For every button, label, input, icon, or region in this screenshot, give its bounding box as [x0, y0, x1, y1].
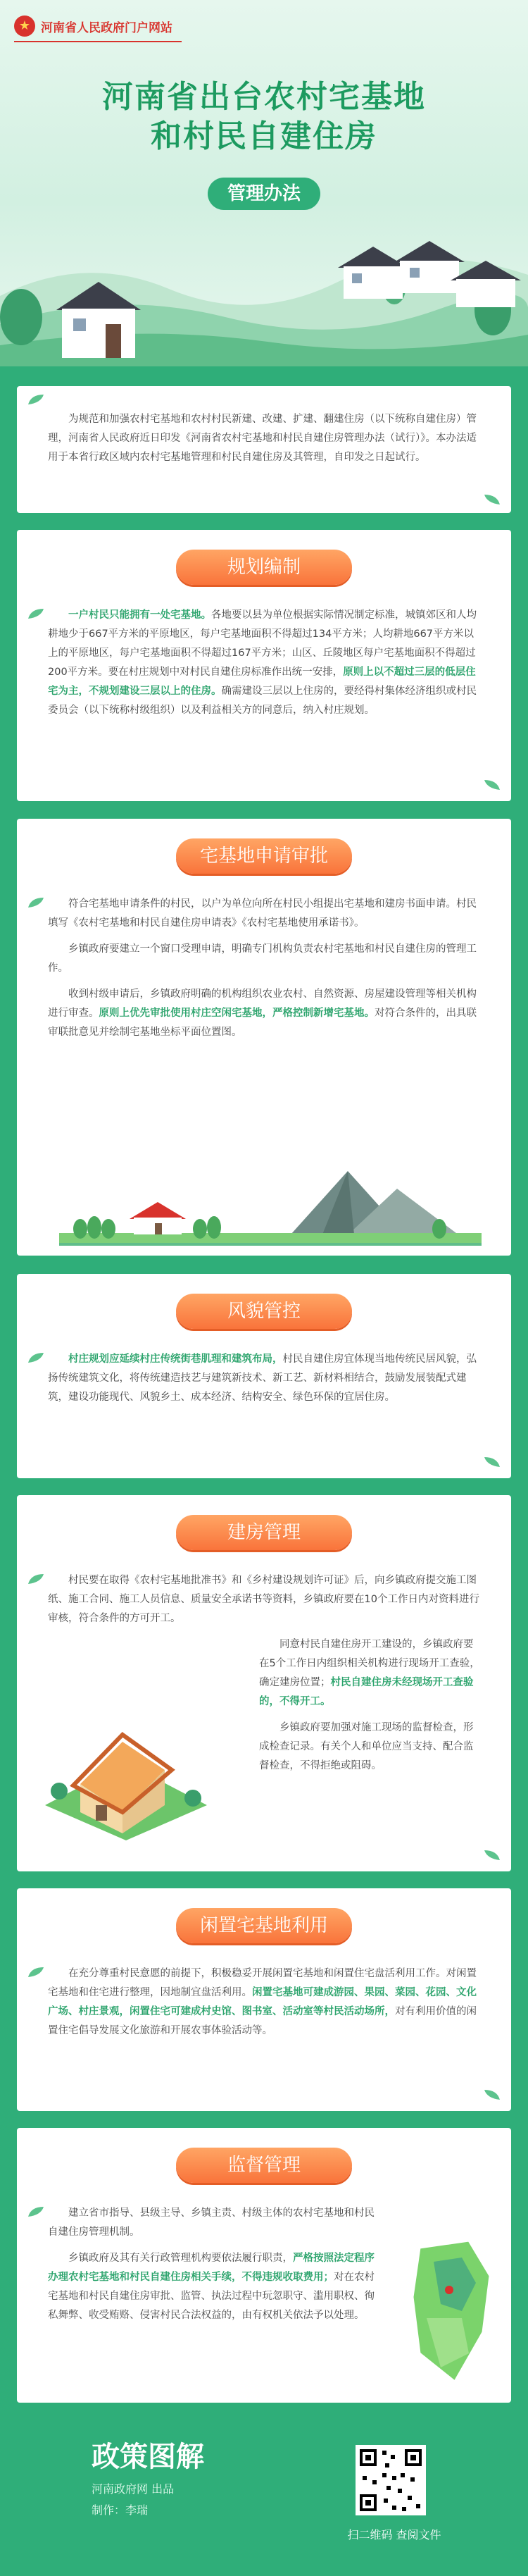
planning-body-1: 各地要以县为单位根据实际情况制定标准，城镇郊区和人均耕地少于667平方米的平原地区，每户宅基地面积不得超过134平方米；人均耕地667平方米以上的平原地区，每户宅基地面积不得超过167平方米；山区、丘陵地区每户宅基地面积不得超过200平方米。要在村庄规划中对村民自建住房标准作出统一安排，: [48, 609, 477, 678]
supervise-body-1: 乡镇政府及其有关行政管理机构要依法履行职责，: [68, 2253, 293, 2264]
qr-caption: 扫二维码 查阅文件: [347, 2528, 441, 2541]
build-card: [17, 1495, 511, 1871]
intro-text: 为规范和加强农村宅基地和农村村民新建、改建、扩建、翻建住房（以下统称自建住房）管理，河南省人民政府近日印发《河南省农村宅基地和村民自建住房管理办法（试行）》。本办法适用于本省行政区域内农村宅基地管理和村民自建住房及其管理，自印发之日起试行。: [48, 414, 477, 463]
apply-highlight: 原则上优先审批使用村庄空闲宅基地，严格控制新增宅基地。: [99, 1008, 375, 1019]
portal-underline: [14, 41, 182, 42]
idle-body-2: 对有利用价值的闲置住宅倡导发展文化旅游和开展农事体验活动等。: [48, 2006, 477, 2036]
qr-code-icon: [356, 2445, 426, 2515]
emblem-icon: ★: [14, 16, 35, 37]
planning-title: 规划编制: [176, 550, 352, 585]
title-line-1: 河南省出台农村宅基地: [102, 79, 426, 115]
apply-body-4: 对符合条件的，出具联审联批意见并绘制宅基地坐标平面位置图。: [48, 1008, 477, 1038]
leaf-icon: [483, 779, 501, 791]
style-body: 村民自建住房宜体现当地传统民居风貌，弘扬传统建筑文化，将传统建造技艺与建筑新技术、新工艺、新材料相结合，鼓励发展装配式建筑，建设功能现代、风貌乡土、成本经济、结构安全、绿色环保的宜居住房。: [48, 1354, 477, 1403]
page-subtitle: 管理办法: [208, 178, 320, 210]
planning-body-2: 确需建设三层以上住房的，要经得村集体经济组织或村民委员会（以下统称村级组织）以及利益相关方的同意后，纳入村庄规划。: [48, 686, 477, 716]
page-title: [0, 78, 528, 156]
portal-header[interactable]: [14, 16, 172, 37]
build-text-2: [259, 1635, 480, 1711]
build-highlight: 村民自建住房未经现场开工查验的，不得开工。: [259, 1677, 474, 1707]
idle-card: [17, 1888, 511, 2111]
landscape-illustration: [17, 1150, 511, 1256]
apply-card: [17, 819, 511, 1256]
hero-banner: [0, 0, 528, 366]
build-text-1: 村民要在取得《农村宅基地批准书》和《乡村建设规划许可证》后，向乡镇政府提交施工图纸、施工合同、施工人员信息、质量安全承诺书等资料，乡镇政府要在10个工作日内对资料进行审核，符合条件的方可开工。: [48, 1575, 479, 1624]
build-title: 建房管理: [176, 1515, 352, 1550]
house-construction-illustration: [38, 1707, 214, 1840]
map-illustration: [406, 2234, 497, 2389]
leaf-icon: [27, 1966, 45, 1979]
leaf-icon: [27, 896, 45, 909]
apply-title: 宅基地申请审批: [176, 838, 352, 874]
idle-highlight: 闲置宅基地可建成游园、果园、菜园、花园、文化广场、村庄景观，闲置住宅可建成村史馆、图书室、活动室等村民活动场所，: [48, 1987, 477, 2017]
apply-text-1: 符合宅基地申请条件的村民，以户为单位向所在村民小组提出宅基地和建房书面申请。村民填写《农村宅基地和村民自建住房申请表》《农村宅基地使用承诺书》。: [48, 898, 477, 929]
idle-body-1: 在充分尊重村民意愿的前提下，积极稳妥开展闲置宅基地和闲置住宅盘活利用工作。对闲置宅基地和住宅进行整理，因地制宜盘活利用。: [48, 1968, 477, 1998]
style-card: [17, 1274, 511, 1478]
idle-text: [48, 1964, 480, 2041]
supervise-highlight: 严格按照法定程序办理农村宅基地和村民自建住房相关手续，不得违规收取费用；: [48, 2253, 375, 2283]
leaf-icon: [27, 1351, 45, 1364]
leaf-icon: [483, 2088, 501, 2101]
planning-highlight-1: 一户村民只能拥有一处宅基地。: [68, 609, 211, 621]
location-pin-icon: [445, 2286, 453, 2294]
leaf-icon: [27, 2205, 45, 2218]
planning-text: [48, 606, 480, 720]
village-illustration: [0, 211, 528, 366]
style-title: 风貌管控: [176, 1294, 352, 1329]
portal-name[interactable]: 河南省人民政府门户网站: [41, 20, 172, 35]
qr-code[interactable]: [356, 2445, 426, 2515]
supervise-title: 监督管理: [176, 2148, 352, 2183]
footer-title: 政策图解: [92, 2441, 204, 2473]
leaf-icon: [27, 607, 45, 620]
style-highlight: 村庄规划应延续村庄传统街巷肌理和建筑布局，: [68, 1354, 283, 1365]
planning-card: [17, 530, 511, 801]
supervise-card: [17, 2128, 511, 2403]
leaf-icon: [483, 1456, 501, 1468]
leaf-icon: [27, 393, 45, 406]
leaf-icon: [27, 1573, 45, 1585]
supervise-body-2: 对在农村宅基地和村民自建住房审批、监管、执法过程中玩忽职守、滥用职权、徇私舞弊、收受贿赂、侵害村民合法权益的，由有权机关依法予以处理。: [48, 2272, 375, 2321]
apply-body-3: 收到村级申请后，乡镇政府明确的机构组织农业农村、自然资源、房屋建设管理等相关机构进行审查。: [48, 989, 477, 1019]
idle-title: 闲置宅基地利用: [176, 1908, 352, 1943]
footer-source: 河南政府网 出品: [92, 2482, 175, 2496]
leaf-icon: [483, 1849, 501, 1862]
apply-text-2: 乡镇政府要建立一个窗口受理申请，明确专门机构负责农村宅基地和村民自建住房的管理工作。: [48, 943, 477, 974]
supervise-text: [48, 2204, 375, 2325]
supervise-text-2: [48, 2249, 375, 2325]
build-text-3: 乡镇政府要加强对施工现场的监督检查，形成检查记录。有关个人和单位应当支持、配合监督检查，不得拒绝或阻碍。: [259, 1722, 474, 1771]
farmhouse-icon: [130, 1202, 186, 1234]
intro-card: [17, 386, 511, 513]
build-side-text: [259, 1635, 480, 1776]
footer-maker: 制作：李瑞: [92, 2503, 149, 2517]
style-text: [48, 1350, 480, 1407]
build-body-2: 同意村民自建住房开工建设的，乡镇政府要在5个工作日内组织相关机构进行现场开工查验，确定建房位置；: [259, 1639, 480, 1688]
supervise-text-1: 建立省市指导、县级主导、乡镇主责、村级主体的农村宅基地和村民自建住房管理机制。: [48, 2207, 375, 2238]
leaf-icon: [483, 493, 501, 506]
apply-text-3: [48, 985, 480, 1042]
title-line-2: 和村民自建住房: [151, 118, 377, 154]
planning-highlight-2: 原则上以不超过三层的低层住宅为主，不规划建设三层以上的住房。: [48, 667, 476, 697]
